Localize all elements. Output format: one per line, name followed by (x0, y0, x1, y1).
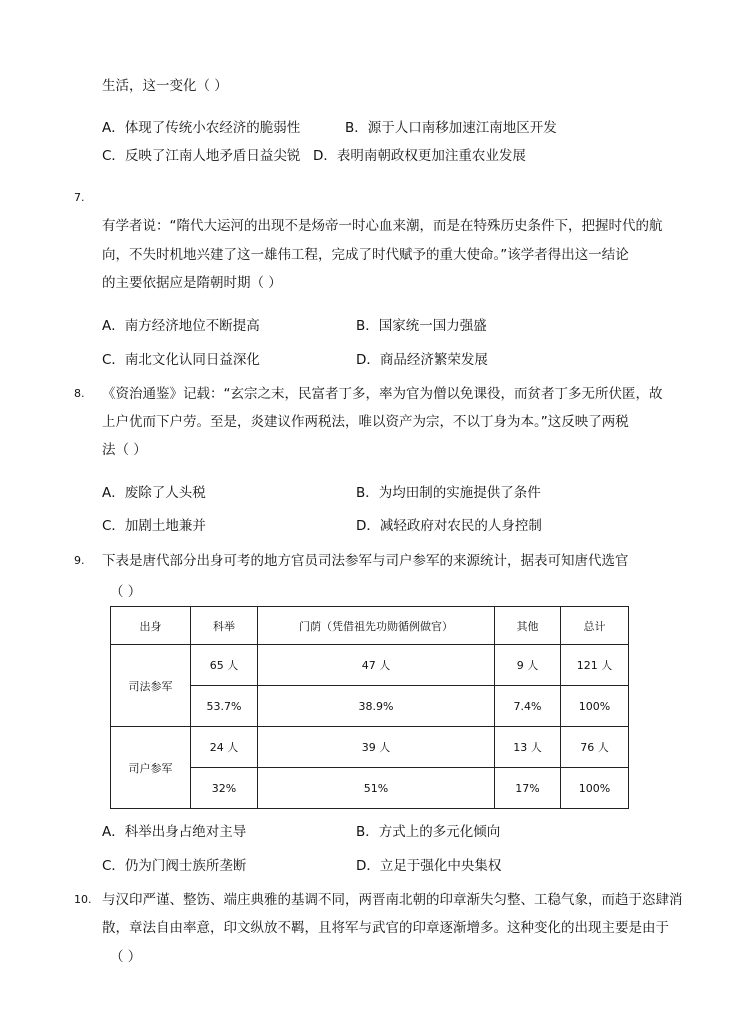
q7-option-d: D．商品经济繁荣发展 (356, 352, 488, 368)
q9-option-d: D．立足于强化中央集权 (356, 858, 502, 874)
q6-option-a: A．体现了传统小农经济的脆弱性 (102, 120, 301, 136)
table-cell: 100% (561, 768, 629, 809)
q9-stem-line-2: （ ） (110, 584, 142, 600)
q8-stem-line-2: 上户优而下户劳。至是，炎建议作两税法，唯以资产为宗，不以丁身为本。”这反映了两税 (102, 414, 629, 430)
q9-option-c: C．仍为门阀士族所垄断 (102, 858, 247, 874)
group-label-sifa: 司法参军 (111, 645, 191, 727)
q8-stem-line-3: 法（ ） (102, 442, 147, 458)
table-cell: 32% (191, 768, 258, 809)
header-origin: 出身 (111, 607, 191, 645)
q7-option-b: B．国家统一国力强盛 (356, 318, 487, 334)
table-cell: 38.9% (258, 686, 495, 727)
q7-option-a: A．南方经济地位不断提高 (102, 318, 260, 334)
table-cell: 47 人 (258, 645, 495, 686)
header-total: 总计 (561, 607, 629, 645)
q6-option-b: B．源于人口南移加速江南地区开发 (345, 120, 557, 136)
table-cell: 65 人 (191, 645, 258, 686)
q7-stem-line-1: 有学者说：“隋代大运河的出现不是炀帝一时心血来潮，而是在特殊历史条件下，把握时代的航 (102, 218, 663, 234)
q9-number: 9. (74, 554, 85, 567)
q8-stem-line-1: 《资治通鉴》记载：“玄宗之末，民富者丁多，率为官为僧以免课役，而贫者丁多无所伏匿，故 (102, 386, 663, 402)
q8-number: 8. (74, 387, 85, 400)
table-cell: 100% (561, 686, 629, 727)
official-origin-table (110, 606, 629, 809)
table-cell: 39 人 (258, 727, 495, 768)
group-label-sihu: 司户参军 (111, 727, 191, 809)
q9-option-b: B．方式上的多元化倾向 (356, 824, 501, 840)
table-cell: 53.7% (191, 686, 258, 727)
header-keju: 科举 (191, 607, 258, 645)
table-row (111, 727, 629, 768)
q8-option-a: A．废除了人头税 (102, 485, 206, 501)
q8-option-c: C．加剧土地兼并 (102, 518, 206, 534)
q10-stem-line-1: 与汉印严谨、整饬、端庄典雅的基调不同，两晋南北朝的印章渐失匀整、工稳气象，而趋于恣肆消 (102, 892, 683, 908)
header-menyin: 门荫（凭借祖先功勋循例做官） (258, 607, 495, 645)
q8-option-b: B．为均田制的实施提供了条件 (356, 485, 541, 501)
table-cell: 7.4% (495, 686, 561, 727)
table-cell: 121 人 (561, 645, 629, 686)
table-row (111, 645, 629, 686)
table-cell: 24 人 (191, 727, 258, 768)
q7-option-c: C．南北文化认同日益深化 (102, 352, 260, 368)
table-cell: 76 人 (561, 727, 629, 768)
header-other: 其他 (495, 607, 561, 645)
q9-option-a: A．科举出身占绝对主导 (102, 824, 247, 840)
q6-option-c: C．反映了江南人地矛盾日益尖锐 (102, 148, 301, 164)
q10-stem-line-2: 散，章法自由率意，印文纵放不羁，且将军与武官的印章逐渐增多。这种变化的出现主要是由于 (102, 920, 669, 936)
q6-stem-tail: 生活，这一变化（ ） (102, 78, 228, 94)
q6-option-d: D．表明南朝政权更加注重农业发展 (313, 148, 526, 164)
q7-stem-line-3: 的主要依据应是隋朝时期（ ） (102, 275, 282, 291)
q10-number: 10. (74, 893, 92, 906)
q7-stem-line-2: 向，不失时机地兴建了这一雄伟工程，完成了时代赋予的重大使命。”该学者得出这一结论 (102, 247, 629, 263)
table-cell: 17% (495, 768, 561, 809)
table-cell: 9 人 (495, 645, 561, 686)
table-cell: 13 人 (495, 727, 561, 768)
q10-stem-line-3: （ ） (110, 949, 142, 965)
q9-stem-line-1: 下表是唐代部分出身可考的地方官员司法参军与司户参军的来源统计，据表可知唐代选官 (102, 553, 629, 569)
q7-number: 7. (74, 191, 85, 204)
table-cell: 51% (258, 768, 495, 809)
table-header-row (111, 607, 629, 645)
q8-option-d: D．减轻政府对农民的人身控制 (356, 518, 542, 534)
